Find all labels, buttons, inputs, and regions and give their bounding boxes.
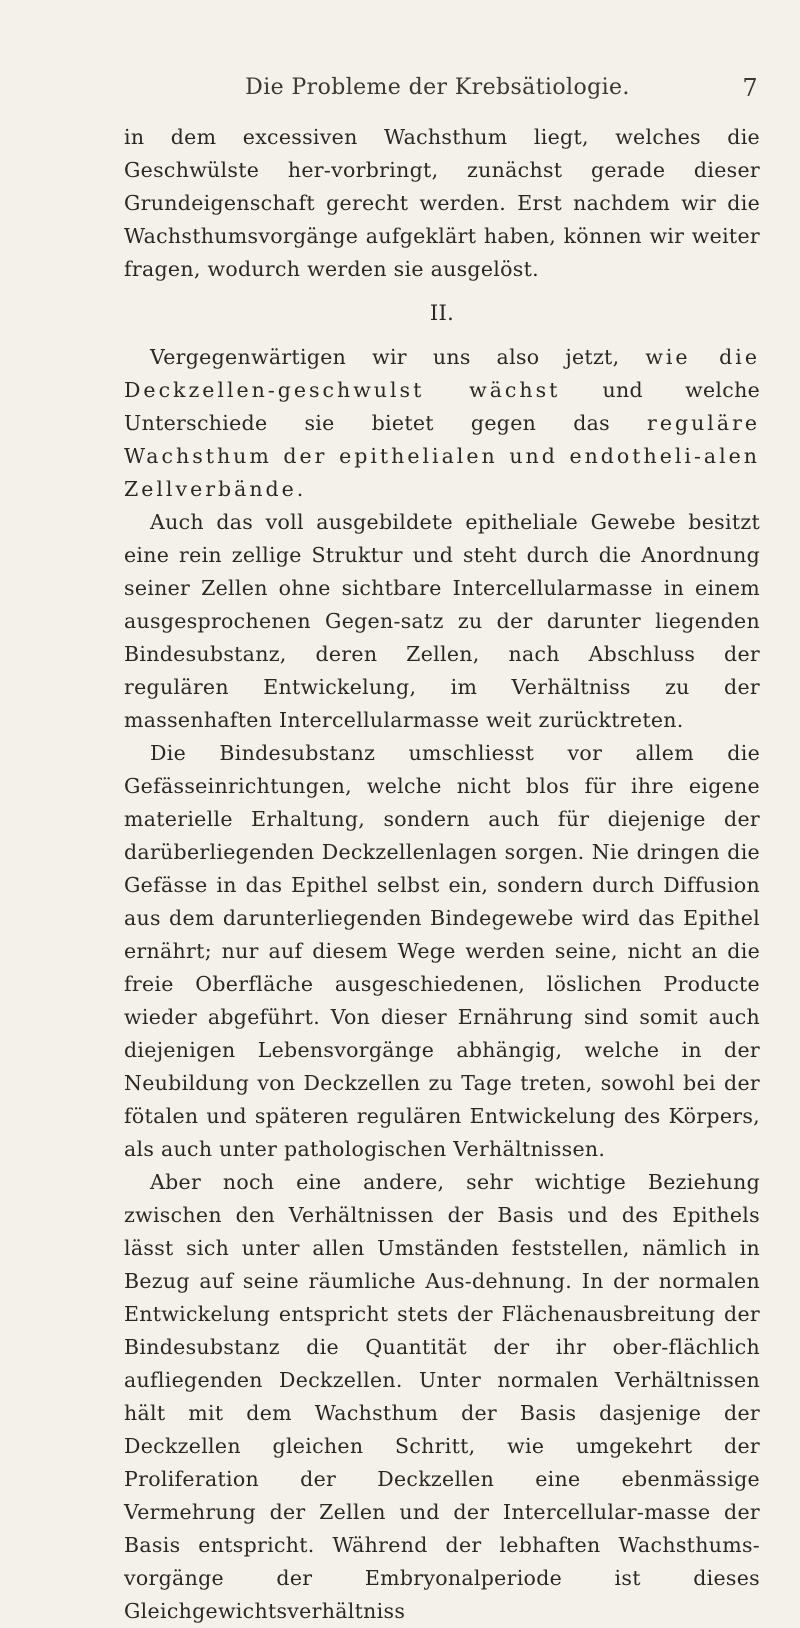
- paragraph: Aber noch eine andere, sehr wichtige Beziehung zwischen den Verhältnissen der Basis und des Epithels lässt sich unter allen Umständen feststellen, nämlich in Bezug auf seine räumliche Aus-dehnung. In der normalen Entwickelung entspricht stets der Flächenausbreitung der Bindesubstanz die Quantität der ihr ober-flächlich aufliegenden Deckzellen. Unter normalen Verhältnissen hält mit dem Wachsthum der Basis dasjenige der Deckzellen gleichen Schritt, wie umgekehrt der Proliferation der Deckzellen eine ebenmässige Vermehrung der Zellen und der Intercellular-masse der Basis entspricht. Während der lebhaften Wachsthums-vorgänge der Embryonalperiode ist dieses Gleichgewichtsverhältniss: [124, 1170, 760, 1623]
- main-text: [124, 121, 760, 1628]
- intro-text-1: Vergegenwärtigen wir uns also jetzt,: [150, 345, 646, 369]
- intro-emphasis-1: wie die Deckzellen-geschwulst wächst: [124, 345, 760, 402]
- section-heading: II.: [429, 301, 455, 325]
- paragraph: Auch das voll ausgebildete epitheliale Gewebe besitzt eine rein zellige Struktur und steht durch die Anordnung seiner Zellen ohne sichtbare Intercellularmasse in einem ausgesprochenen Gegen-satz zu der darunter liegenden Bindesubstanz, deren Zellen, nach Abschluss der regulären Entwickelung, im Verhältniss zu der massenhaften Intercellularmasse weit zurücktreten.: [124, 510, 760, 732]
- section-intro-paragraph: [124, 341, 760, 506]
- paragraph-continued: in dem excessiven Wachsthum liegt, welches die Geschwülste her-vorbringt, zunächst gerade dieser Grundeigenschaft gerecht werden. Erst nachdem wir die Wachsthumsvorgänge aufgeklärt haben, können wir weiter fragen, wodurch werden sie ausgelöst.: [124, 125, 760, 281]
- paragraph: Die Bindesubstanz umschliesst vor allem die Gefässeinrichtungen, welche nicht blos für ihre eigene materielle Erhaltung, sondern auch für diejenige der darüberliegenden Deckzellenlagen sorgen. Nie dringen die Gefässe in das Epithel selbst ein, sondern durch Diffusion aus dem darunterliegenden Bindegewebe wird das Epithel ernährt; nur auf diesem Wege werden seine, nicht an die freie Oberfläche ausgeschiedenen, löslichen Producte wieder abgeführt. Von dieser Ernährung sind somit auch diejenigen Lebensvorgänge abhängig, welche in der Neubildung von Deckzellen zu Tage treten, sowohl bei der fötalen und späteren regulären Entwickelung des Körpers, als auch unter pathologischen Verhältnissen.: [124, 741, 760, 1161]
- page-number: 7: [742, 74, 758, 102]
- intro-emphasis-2: reguläre Wachsthum der epithelialen und endotheli-alen Zellverbände.: [124, 411, 760, 501]
- running-head: [115, 72, 760, 104]
- intro-text-2: und welche Unterschiede sie bietet gegen das: [124, 378, 761, 435]
- running-title: Die Probleme der Krebsätiologie.: [245, 75, 630, 100]
